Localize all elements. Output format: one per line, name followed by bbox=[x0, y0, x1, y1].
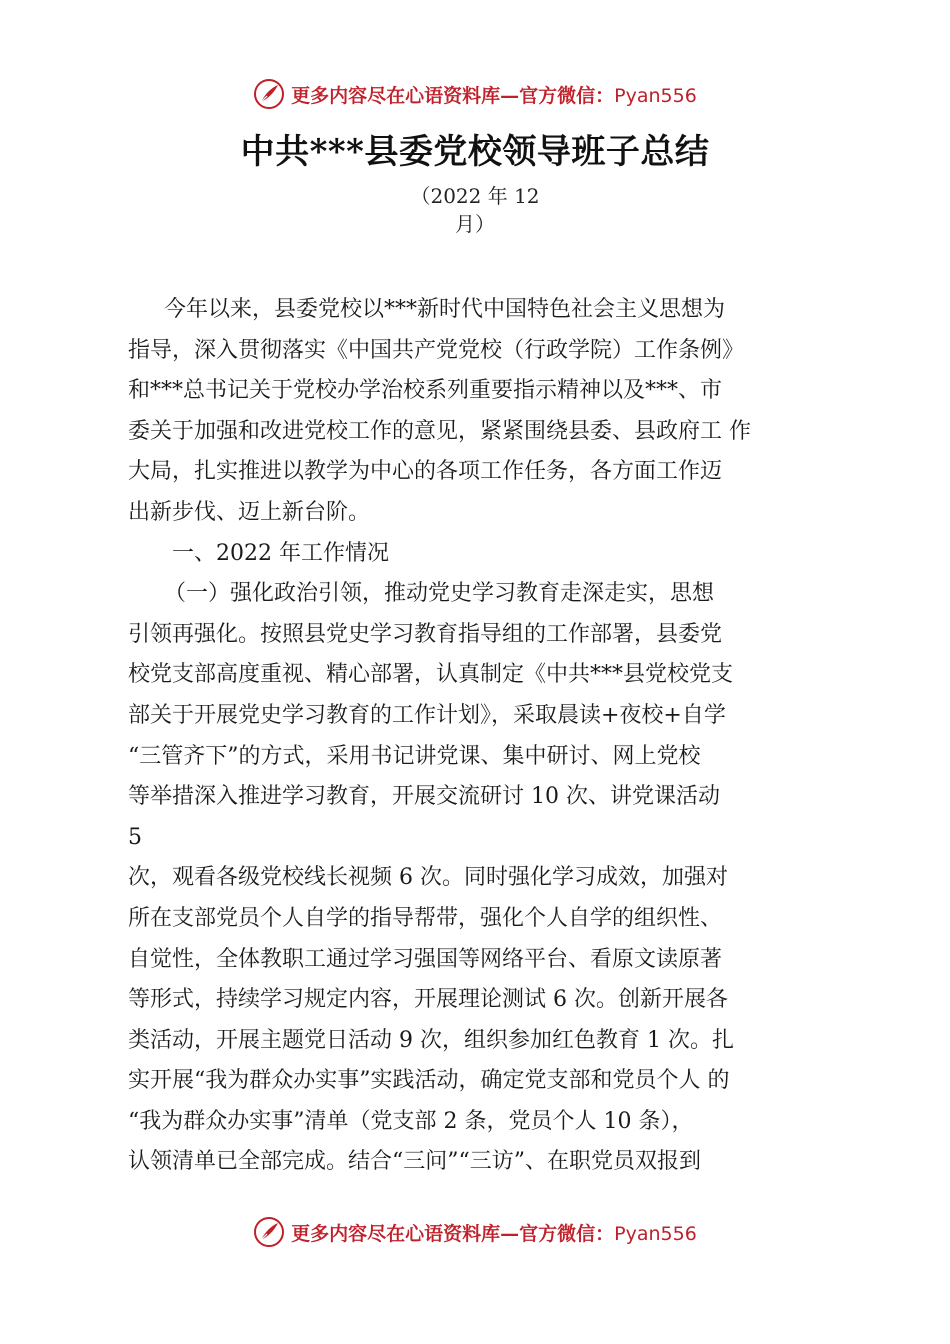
text-line: 引领再强化。按照县党史学习教育指导组的工作部署，县委党 bbox=[128, 621, 723, 647]
text-line: 认领清单已全部完成。结合“三问”“三访”、在职党员双报到 bbox=[128, 1149, 701, 1175]
feather-pen-logo-icon bbox=[253, 1216, 285, 1248]
text-line: “三管齐下”的方式，采用书记讲党课、集中研讨、网上党校 bbox=[128, 743, 701, 769]
text-line: 自觉性，全体教职工通过学习强国等网络平台、看原文读原著 bbox=[128, 946, 723, 972]
footer-watermark bbox=[0, 1212, 950, 1252]
document-body bbox=[128, 290, 828, 1183]
text-line: 5 bbox=[128, 824, 142, 850]
text-line: 所在支部党员个人自学的指导帮带，强化个人自学的组织性、 bbox=[128, 905, 723, 931]
text-line: 部关于开展党史学习教育的工作计划》，采取晨读+夜校+自学 bbox=[128, 702, 726, 728]
document-date bbox=[0, 182, 950, 238]
date-line-1: （2022 年 12 bbox=[410, 184, 540, 208]
date-line-2: 月） bbox=[455, 212, 495, 236]
text-line: 校党支部高度重视、精心部署，认真制定《中共***县党校党支 bbox=[128, 662, 734, 688]
watermark-text: 更多内容尽在心语资料库—官方微信：Pyan556 bbox=[291, 1222, 697, 1245]
text-line: 实开展“我为群众办实事”实践活动，确定党支部和党员个人 的 bbox=[128, 1068, 730, 1094]
text-line: “我为群众办实事”清单（党支部 2 条，党员个人 10 条）， bbox=[128, 1108, 694, 1134]
watermark-text: 更多内容尽在心语资料库—官方微信：Pyan556 bbox=[291, 84, 697, 107]
text-line: 指导，深入贯彻落实《中国共产党党校（行政学院）工作条例》 bbox=[128, 337, 745, 363]
subsection-heading: （一）强化政治引领，推动党史学习教育走深走实，思想 bbox=[164, 581, 715, 607]
feather-pen-logo-icon bbox=[253, 78, 285, 110]
text-line: 今年以来，县委党校以***新时代中国特色社会主义思想为 bbox=[164, 297, 726, 322]
document-title: 中共***县委党校领导班子总结 bbox=[240, 132, 710, 172]
text-line: 大局，扎实推进以教学为中心的各项工作任务，各方面工作迈 bbox=[128, 459, 723, 485]
text-line: 次，观看各级党校线长视频 6 次。同时强化学习成效，加强对 bbox=[128, 865, 728, 891]
text-line: 等举措深入推进学习教育，开展交流研讨 10 次、讲党课活动 bbox=[128, 784, 720, 810]
header-watermark bbox=[0, 74, 950, 114]
text-line: 出新步伐、迈上新台阶。 bbox=[128, 499, 371, 525]
text-line: 等形式，持续学习规定内容，开展理论测试 6 次。创新开展各 bbox=[128, 987, 728, 1013]
section-heading: 一、2022 年工作情况 bbox=[172, 540, 389, 566]
text-line: 和***总书记关于党校办学治校系列重要指示精神以及***、市 bbox=[128, 378, 723, 404]
text-line: 委关于加强和改进党校工作的意见，紧紧围绕县委、县政府工 作 bbox=[128, 418, 751, 444]
text-line: 类活动，开展主题党日活动 9 次，组织参加红色教育 1 次。扎 bbox=[128, 1027, 734, 1053]
